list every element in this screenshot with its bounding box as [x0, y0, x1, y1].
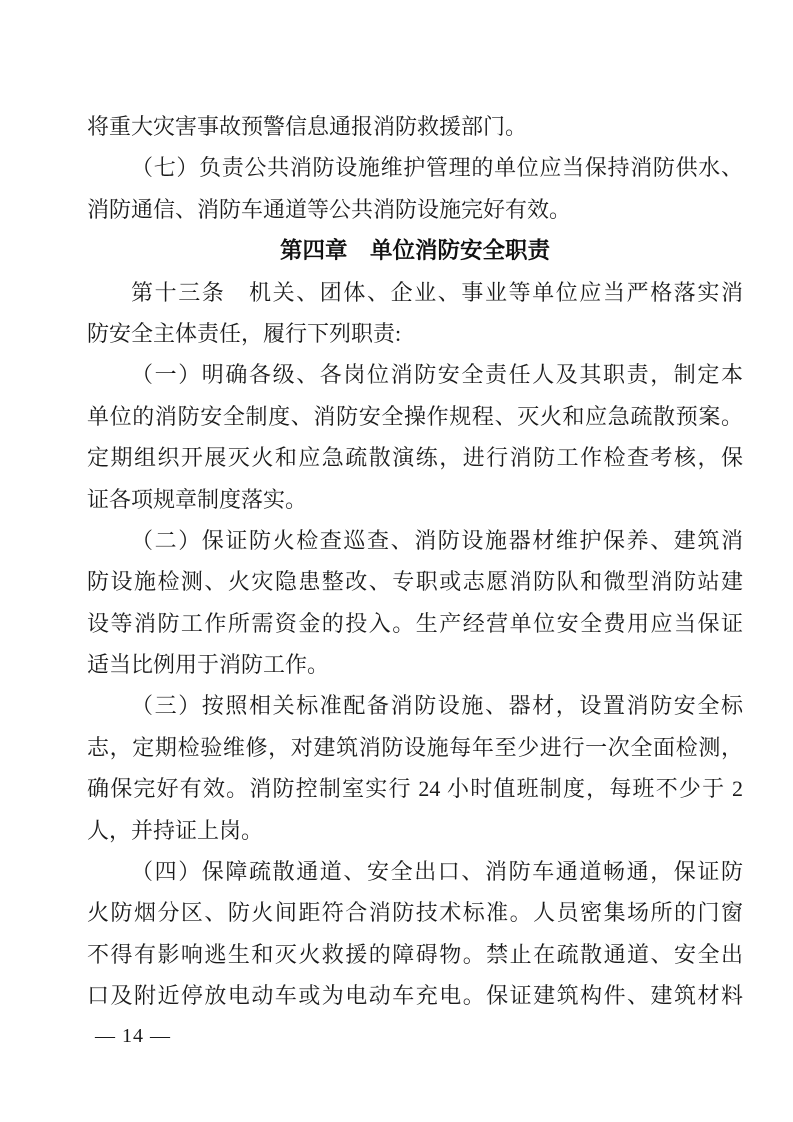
page-footer: [95, 1022, 171, 1050]
item-1-line-1: （一）明确各级、各岗位消防安全责任人及其职责，制定本: [131, 362, 743, 388]
item-4-line-1: （四）保障疏散通道、安全出口、消防车通道畅通，保证防: [131, 859, 743, 885]
item-1-line-4: 证各项规章制度落实。: [87, 486, 308, 512]
item-2-line-1: （二）保证防火检查巡查、消防设施器材维护保养、建筑消: [131, 527, 743, 553]
item-4-line-3: 不得有影响逃生和灭火救援的障碍物。禁止在疏散通道、安全出: [87, 941, 743, 967]
item-7-line-1: （七）负责公共消防设施维护管理的单位应当保持消防供水、: [131, 155, 743, 181]
item-1-line-2: 单位的消防安全制度、消防安全操作规程、灭火和应急疏散预案。: [87, 403, 743, 429]
document-body: [87, 106, 743, 1017]
article-13-intro-line-1: 第十三条 机关、团体、企业、事业等单位应当严格落实消: [131, 279, 743, 305]
item-4-line-4: 口及附近停放电动车或为电动车充电。保证建筑构件、建筑材料: [87, 983, 743, 1009]
item-3-line-3: 确保完好有效。消防控制室实行 24 小时值班制度，每班不少于 2: [87, 776, 743, 802]
carryover-paragraph-line-1: 将重大灾害事故预警信息通报消防救援部门。: [87, 114, 528, 139]
item-2-line-4: 适当比例用于消防工作。: [87, 652, 330, 678]
article-13-intro-line-2: 防安全主体责任，履行下列职责:: [87, 320, 402, 346]
item-3-line-2: 志，定期检验维修，对建筑消防设施每年至少进行一次全面检测，: [87, 734, 743, 760]
item-3-line-1: （三）按照相关标准配备消防设施、器材，设置消防安全标: [131, 693, 743, 719]
item-1-line-3: 定期组织开展灭火和应急疏散演练，进行消防工作检查考核，保: [87, 445, 743, 471]
item-7-line-2: 消防通信、消防车通道等公共消防设施完好有效。: [87, 196, 572, 222]
page-number: — 14 —: [95, 1025, 171, 1047]
item-3-line-4: 人，并持证上岗。: [87, 817, 264, 843]
item-2-line-3: 设等消防工作所需资金的投入。生产经营单位安全费用应当保证: [87, 610, 743, 636]
chapter-4-heading: 第四章 单位消防安全职责: [279, 238, 550, 264]
item-2-line-2: 防设施检测、火灾隐患整改、专职或志愿消防队和微型消防站建: [87, 569, 743, 595]
item-4-line-2: 火防烟分区、防火间距符合消防技术标准。人员密集场所的门窗: [87, 900, 743, 926]
